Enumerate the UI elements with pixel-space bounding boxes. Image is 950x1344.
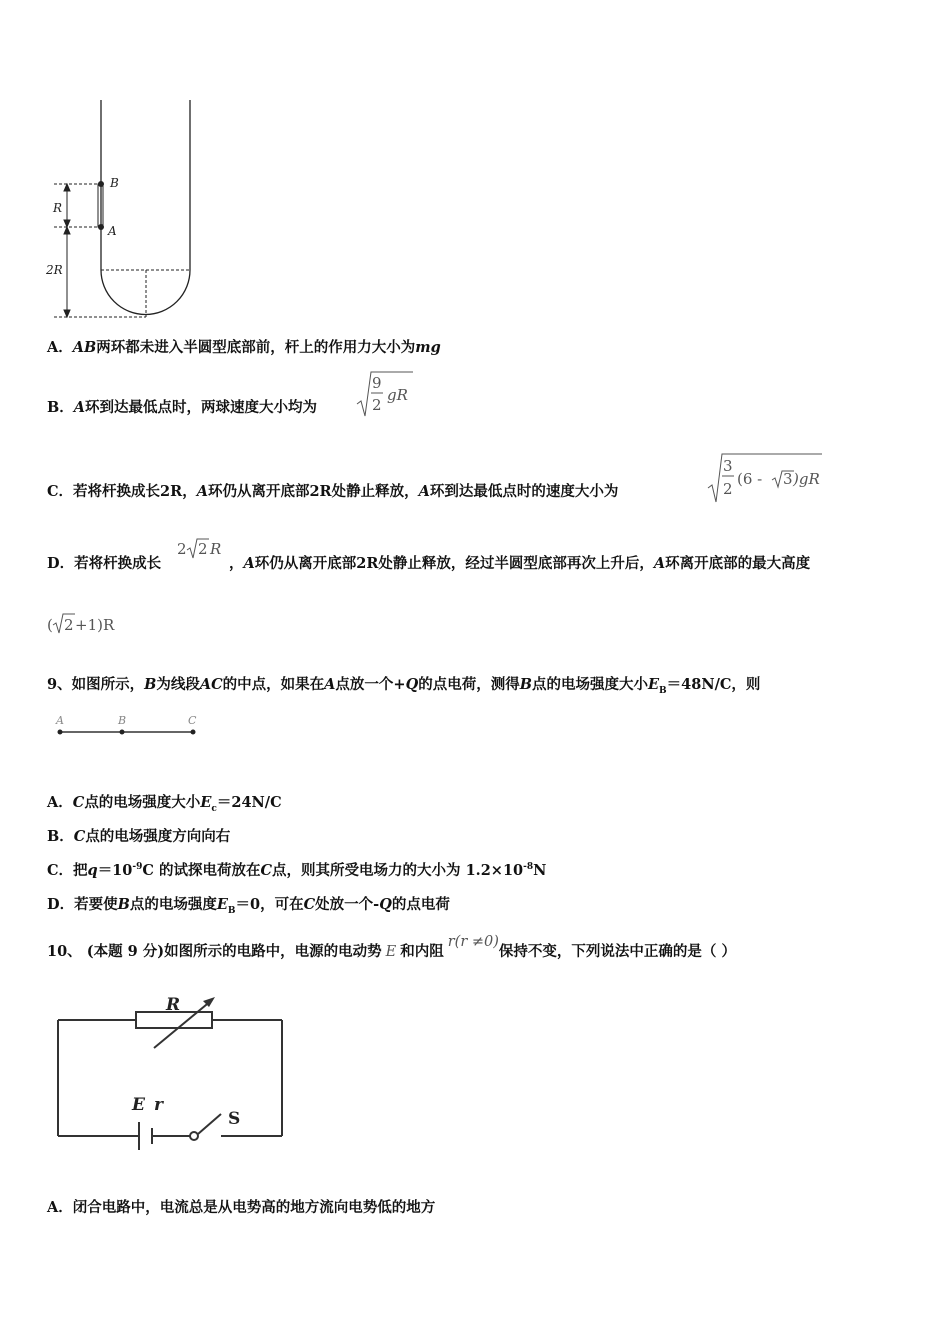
q8-option-d: D．若将杆换成长 [47, 555, 162, 572]
svg-text:2: 2 [372, 396, 382, 414]
q9-option-c: C．把$q=10^{-9}C$ 的试探电荷放在C点，则其所受电场力的大小为 $1.2\times 10^{-8}N$ [47, 862, 547, 879]
q8-c-formula [706, 450, 824, 506]
svg-text:S: S [228, 1109, 241, 1129]
svg-text:R: R [166, 995, 181, 1015]
q9-option-d: D．若要使B点的电场强度$E_B=0$，可在C处放一个-Q的点电荷 [47, 896, 450, 916]
svg-text:B: B [118, 714, 127, 727]
svg-text:3: 3 [723, 457, 733, 475]
q8-b-formula [355, 368, 415, 420]
circuit-figure [46, 992, 286, 1162]
svg-text:2: 2 [198, 540, 208, 558]
svg-text:)gR: )gR [793, 470, 820, 488]
q10-option-a: A．闭合电路中，电流总是从电势高的地方流向电势低的地方 [47, 1199, 436, 1216]
label-r: R [53, 201, 63, 215]
label-b: B [110, 176, 119, 190]
u-tube-figure [40, 100, 210, 325]
svg-text:(6 -: (6 - [737, 470, 763, 488]
label-a: A [108, 224, 117, 238]
q8-option-c: C．若将杆换成长2R，A环仍从离开底部2R处静止释放，A环到达最低点时的速度大小为 [47, 483, 619, 500]
svg-text:2: 2 [723, 480, 733, 498]
q10-stem: 10、 (本题 9 分)如图所示的电路中，电源的电动势 E 和内阻r(r ≠0)保持不变，下列说法中正确的是（ ） [47, 934, 736, 960]
q8-d-answer [46, 608, 136, 638]
svg-text:gR: gR [387, 386, 408, 404]
q8-option-b: B．A环到达最低点时，两球速度大小均为 [47, 399, 318, 416]
q8-option-d-cont: ，A环仍从离开底部2R处静止释放，经过半圆型底部再次上升后，A环离开底部的最大高度 [229, 555, 811, 572]
q9-option-b: B．C点的电场强度方向向右 [47, 828, 231, 845]
svg-text:E: E [132, 1095, 145, 1115]
svg-text:2: 2 [177, 540, 187, 558]
q8-option-a: A．AB两环都未进入半圆型底部前，杆上的作用力大小为mg [47, 339, 441, 356]
svg-text:C: C [188, 714, 197, 727]
q9-line-figure [52, 712, 202, 740]
label-2r: 2R [46, 263, 63, 277]
svg-text:r: r [154, 1095, 163, 1115]
svg-text:3: 3 [783, 470, 793, 488]
svg-text:2: 2 [64, 616, 74, 634]
q8-d-formula [176, 536, 228, 562]
svg-text:A: A [56, 714, 64, 727]
svg-text:(: ( [47, 616, 53, 634]
svg-text:+1)R: +1)R [75, 616, 115, 634]
q9-option-a: A．C点的电场强度大小$E_c=24N/C$ [47, 794, 282, 814]
q9-stem: 9、如图所示，B为线段AC的中点，如果在A点放一个+Q的点电荷，测得B点的电场强度大小$E_B=48N/C$，则 [47, 676, 761, 696]
svg-text:R: R [210, 540, 222, 558]
svg-text:9: 9 [372, 374, 382, 392]
